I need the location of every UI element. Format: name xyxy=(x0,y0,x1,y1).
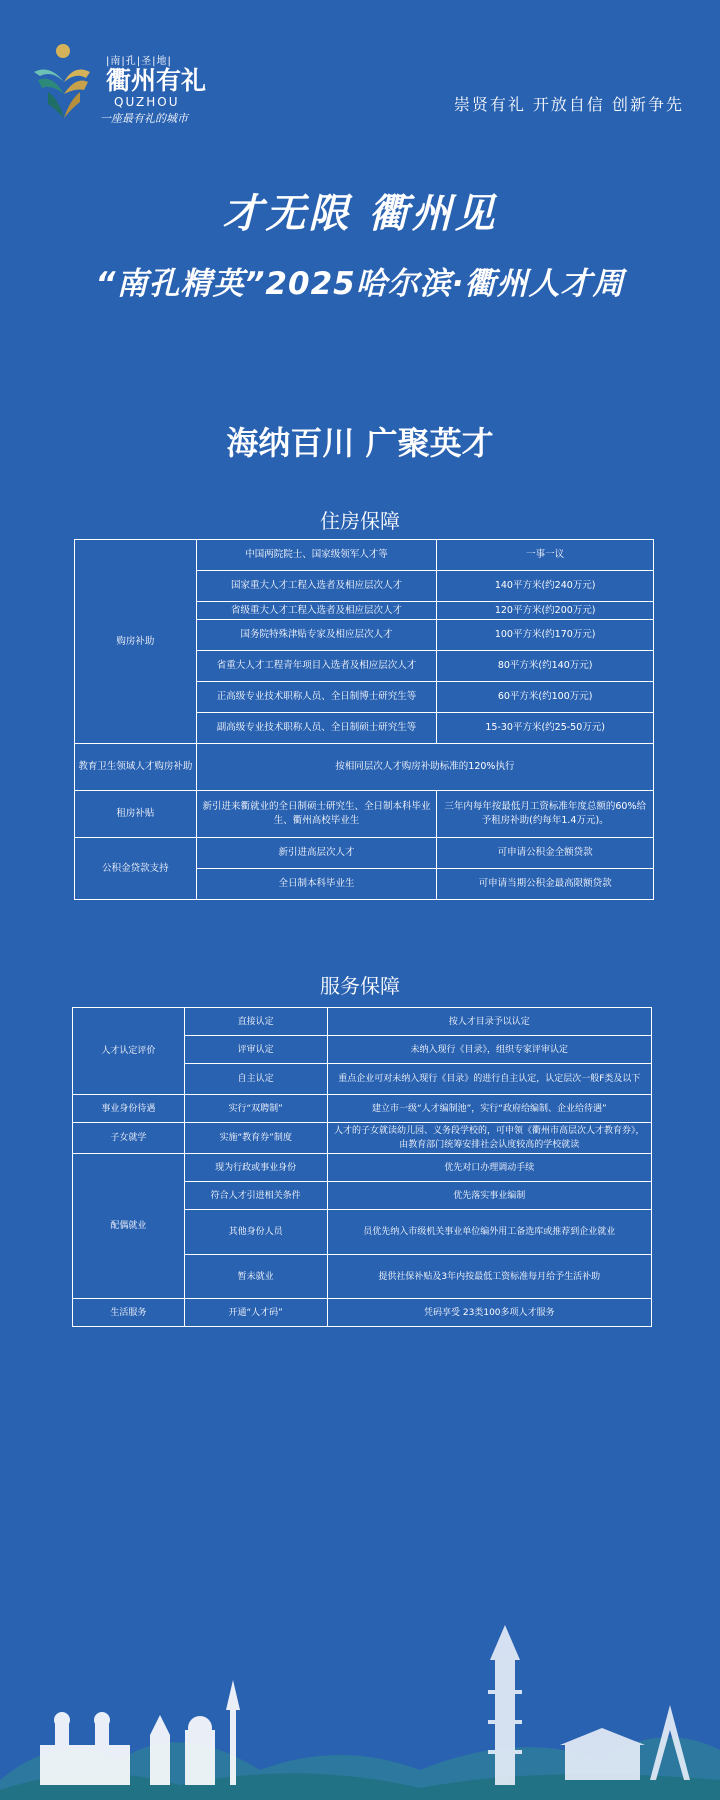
category-cell: 生活服务 xyxy=(73,1299,185,1327)
value-cell: 可申请公积金全额贷款 xyxy=(437,838,654,869)
desc-cell: 员优先纳入市级机关事业单位编外用工备选库或推荐到企业就业 xyxy=(327,1210,651,1255)
table-row xyxy=(75,744,654,791)
value-cell: 一事一议 xyxy=(437,540,654,571)
type-cell: 自主认定 xyxy=(184,1064,327,1095)
city-motto: 崇贤有礼 开放自信 创新争先 xyxy=(453,95,684,114)
value-cell: 60平方米(约100万元) xyxy=(437,682,654,713)
value-cell: 可申请当期公积金最高限额贷款 xyxy=(437,869,654,900)
category-cell: 事业身份待遇 xyxy=(73,1095,185,1123)
logo-slogan: 一座最有礼的城市 xyxy=(100,112,188,125)
type-cell: 暂未就业 xyxy=(184,1255,327,1299)
table-row xyxy=(75,838,654,869)
category-cell: 公积金贷款支持 xyxy=(75,838,197,900)
type-cell: 符合人才引进相关条件 xyxy=(184,1182,327,1210)
type-cell: 实行“双聘制” xyxy=(184,1095,327,1123)
target-cell: 新引进高层次人才 xyxy=(196,838,437,869)
service-section-title: 服务保障 xyxy=(320,974,400,998)
value-cell: 100平方米(约170万元) xyxy=(437,620,654,651)
value-cell: 三年内每年按最低月工资标准年度总额的60%给予租房补助(约每年1.4万元)。 xyxy=(437,791,654,838)
table-row xyxy=(75,791,654,838)
type-cell: 现为行政或事业身份 xyxy=(184,1154,327,1182)
service-table xyxy=(72,1007,652,1327)
value-cell: 140平方米(约240万元) xyxy=(437,571,654,602)
type-cell: 其他身份人员 xyxy=(184,1210,327,1255)
desc-cell: 优先对口办理调动手续 xyxy=(327,1154,651,1182)
table-row xyxy=(73,1095,652,1123)
desc-cell: 按人才目录予以认定 xyxy=(327,1008,651,1036)
table-row xyxy=(73,1008,652,1036)
target-cell: 国家重大人才工程入选者及相应层次人才 xyxy=(196,571,437,602)
city-logo xyxy=(30,42,220,127)
target-cell: 全日制本科毕业生 xyxy=(196,869,437,900)
table-row xyxy=(73,1299,652,1327)
target-cell: 省级重大人才工程入选者及相应层次人才 xyxy=(196,602,437,620)
category-cell: 教育卫生领域人才购房补助 xyxy=(75,744,197,791)
city-skyline-illustration xyxy=(0,1620,720,1800)
logo-tagline-small: |南|孔|圣|地| xyxy=(106,56,172,67)
desc-cell: 凭码享受 23类100多项人才服务 xyxy=(327,1299,651,1327)
logo-title: 衢州有礼 xyxy=(106,66,207,95)
category-cell: 配偶就业 xyxy=(73,1154,185,1299)
desc-cell: 建立市一级“人才编制池”，实行“政府给编制、企业给待遇” xyxy=(327,1095,651,1123)
value-cell: 按相同层次人才购房补助标准的120%执行 xyxy=(196,744,653,791)
type-cell: 实施“教育券”制度 xyxy=(184,1123,327,1154)
category-cell: 购房补助 xyxy=(75,540,197,744)
main-slogan: 海纳百川 广聚英才 xyxy=(226,424,494,462)
category-cell: 子女就学 xyxy=(73,1123,185,1154)
table-row xyxy=(75,540,654,571)
housing-section-title: 住房保障 xyxy=(320,509,400,533)
desc-cell: 优先落实事业编制 xyxy=(327,1182,651,1210)
category-cell: 租房补贴 xyxy=(75,791,197,838)
value-cell: 120平方米(约200万元) xyxy=(437,602,654,620)
target-cell: 国务院特殊津贴专家及相应层次人才 xyxy=(196,620,437,651)
target-cell: 正高级专业技术职称人员、全日制博士研究生等 xyxy=(196,682,437,713)
calligraphy-title: 才无限 衢州见 xyxy=(222,190,498,237)
table-row xyxy=(73,1154,652,1182)
desc-cell: 人才的子女就读幼儿园、义务段学校的，可申领《衢州市高层次人才教育券》，由教育部门统筹安排社会认度较高的学校就读 xyxy=(327,1123,651,1154)
target-cell: 省重大人才工程青年项目入选者及相应层次人才 xyxy=(196,651,437,682)
housing-table xyxy=(74,539,654,900)
desc-cell: 未纳入现行《目录》，组织专家评审认定 xyxy=(327,1036,651,1064)
type-cell: 开通“人才码” xyxy=(184,1299,327,1327)
value-cell: 80平方米(约140万元) xyxy=(437,651,654,682)
target-cell: 副高级专业技术职称人员、全日制硕士研究生等 xyxy=(196,713,437,744)
type-cell: 评审认定 xyxy=(184,1036,327,1064)
table-row xyxy=(73,1123,652,1154)
target-cell: 中国两院院士、国家级领军人才等 xyxy=(196,540,437,571)
desc-cell: 重点企业可对未纳入现行《目录》的进行自主认定，认定层次一般F类及以下 xyxy=(327,1064,651,1095)
desc-cell: 提供社保补贴及3年内按最低工资标准每月给予生活补助 xyxy=(327,1255,651,1299)
event-title: “南孔精英”2025哈尔滨·衢州人才周 xyxy=(95,266,625,302)
category-cell: 人才认定评价 xyxy=(73,1008,185,1095)
type-cell: 直接认定 xyxy=(184,1008,327,1036)
logo-english: QUZHOU xyxy=(114,95,180,109)
target-cell: 新引进来衢就业的全日制硕士研究生、全日制本科毕业生、衢州高校毕业生 xyxy=(196,791,437,838)
quzhou-logo-icon xyxy=(30,42,100,122)
value-cell: 15-30平方米(约25-50万元) xyxy=(437,713,654,744)
